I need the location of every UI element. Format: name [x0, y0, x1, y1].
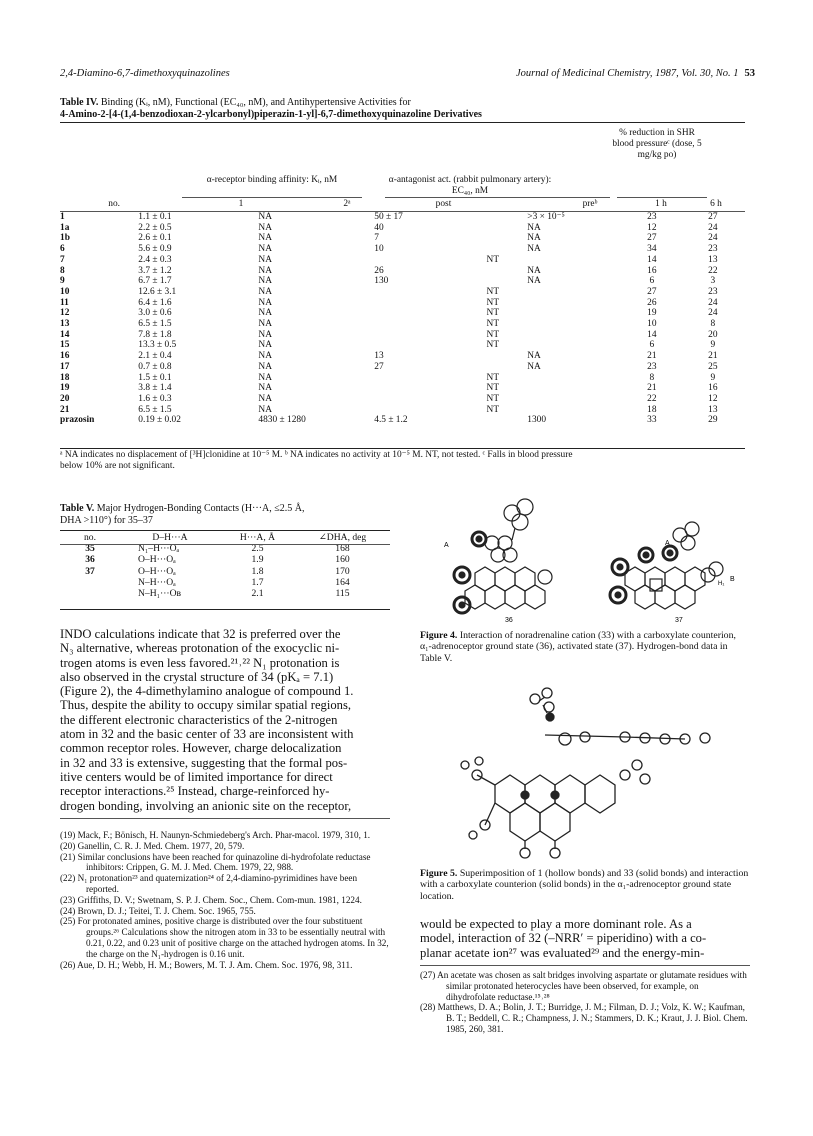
- table4-cell: >3 × 10⁻⁵: [527, 212, 565, 222]
- table4-cell: 21: [647, 351, 657, 362]
- table4-cell: 1: [60, 212, 65, 222]
- table4-cell: 40: [374, 222, 384, 233]
- table4-row: [60, 276, 745, 287]
- body-line: drogen bonding, involving an anionic site on the receptor,: [60, 798, 352, 813]
- table5-cell: 35: [85, 543, 95, 555]
- figure5-caption: [420, 868, 750, 902]
- table4-cell: [462, 223, 523, 234]
- table5-cell: O–H···Oₐ: [138, 565, 176, 577]
- table4-cell: 1a: [60, 222, 70, 233]
- table4-cell: [523, 308, 623, 319]
- figure4-label-37: 37: [675, 617, 683, 624]
- table4-cell: [523, 330, 623, 341]
- col-header-6h: 6 h: [710, 199, 722, 209]
- table4-cell: 3.0 ± 0.6: [138, 308, 172, 319]
- table4-cell: 4.5 ± 1.2: [374, 415, 408, 426]
- figure5-caption-label: Figure 5.: [420, 868, 458, 879]
- table4-cell: 8: [710, 319, 716, 330]
- table4-cell: NA: [258, 361, 272, 372]
- figure4-caption: [420, 630, 750, 664]
- table4-cell: 14: [647, 254, 657, 265]
- table4-cell: 16: [647, 265, 657, 276]
- table4-title-line1: Binding (Kᵢ, nM), Functional (EC₄₀, nM), and Antihypertensive Activities for: [100, 97, 411, 108]
- table4-cell: [523, 319, 623, 330]
- table4-cell: 12: [60, 308, 70, 319]
- table5-cell: 168: [335, 543, 350, 555]
- table4-cell: 5.6 ± 0.9: [138, 244, 172, 255]
- table5-top-rule: [60, 530, 390, 531]
- table5-cell: 1.8: [251, 565, 264, 577]
- running-header-right: [516, 68, 755, 79]
- table4-title-line2: 4-Amino-2-[4-(1,4-benzodioxan-2-ylcarbonyl)piperazin-1-yl]-6,7-dimethoxyquinazoline Derivatives: [60, 109, 482, 120]
- table4-cell: 10: [374, 244, 384, 255]
- body-line: in 32 and 33 is extensive, suggesting that the formal pos-: [60, 755, 348, 770]
- reference-entry: (19) Mack, F.; Bönisch, H. Naunyn-Schmiedeberg's Arch. Phar-macol. 1979, 310, 1.: [60, 830, 371, 840]
- body-line: the different electronic characteristics of the 2-nitrogen: [60, 712, 338, 727]
- table4-cell: 24: [708, 233, 718, 244]
- table4-cell: [359, 405, 462, 416]
- table4-cell: 3.7 ± 1.2: [138, 265, 172, 276]
- table4-cell: NA: [258, 404, 272, 415]
- body-line: (Figure 2), the 4-dimethylamino analogue of compound 1.: [60, 684, 354, 699]
- t5-col-angle: ∠DHA, deg: [318, 532, 367, 543]
- col-header-post: post: [435, 199, 452, 209]
- table4-cell: 10: [647, 319, 657, 330]
- table4-row: [60, 244, 745, 255]
- table5-cell: 170: [335, 565, 350, 577]
- table4-cell: NA: [527, 351, 541, 362]
- table4-cell: NA: [258, 212, 272, 222]
- table4-row: [60, 405, 745, 416]
- table5-header-row: [60, 532, 390, 543]
- figure4-image: [420, 495, 755, 625]
- reference-entry: (22) N₁ protonation²³ and quaternization²⁴ of 2,4-diamino-pyrimidines have been reported.: [60, 873, 358, 894]
- table4-cell: 23: [647, 361, 657, 372]
- table4-cell: 12.6 ± 3.1: [138, 286, 177, 297]
- table4-cell: 7.8 ± 1.8: [138, 329, 172, 340]
- table5-cell: O–H···Oₐ: [138, 554, 176, 566]
- table5-row: [60, 566, 390, 577]
- table4-cell: NA: [527, 265, 541, 276]
- body-line: common receptor roles. However, charge delocalization: [60, 741, 342, 756]
- body-line: model, interaction of 32 (–NRR′ = piperidino) with a co-: [420, 931, 707, 946]
- table4-cell: [359, 373, 462, 384]
- col-header-no: no.: [108, 199, 120, 209]
- table4-cell: NA: [258, 276, 272, 287]
- table5-cell: 2.5: [251, 543, 264, 555]
- table4-cell: 27: [374, 361, 384, 372]
- table4-cell: 22: [708, 265, 718, 276]
- table4-cell: 19: [647, 308, 657, 319]
- table4-cell: 23: [708, 286, 718, 297]
- col-header-2: 2ᵃ: [343, 199, 351, 209]
- table4-cell: 6.7 ± 1.7: [138, 276, 172, 287]
- table4-cell: 2.1 ± 0.4: [138, 351, 172, 362]
- table5-title-line2: DHA >110°) for 35–37: [60, 515, 153, 526]
- table4-cell: 3: [710, 276, 716, 287]
- body-line: itive centers would be of limited importance for direct: [60, 769, 333, 784]
- table4-cell: 10: [60, 286, 70, 297]
- table4-cell: [462, 266, 523, 277]
- table4-cell: [462, 233, 523, 244]
- table5-cell: 164: [335, 576, 350, 588]
- table4-cell: 6.4 ± 1.6: [138, 297, 172, 308]
- table4-cell: [523, 255, 623, 266]
- table4-cell: NA: [258, 319, 272, 330]
- table4-cell: NT: [486, 383, 500, 394]
- table4-cell: 34: [647, 244, 657, 255]
- table4-row: [60, 362, 745, 373]
- table4-cell: NA: [258, 233, 272, 244]
- figure4-label-b: B: [730, 576, 735, 583]
- col-header-1h: 1 h: [655, 199, 667, 209]
- table4-group-antagonist: α-antagonist act. (rabbit pulmonary artery): EC₄₀, nM: [388, 175, 552, 196]
- table4-cell: 8: [60, 265, 65, 276]
- reference-entry: (27) An acetate was chosen as salt bridges involving aspartate or glutamate residues with similar protonated heterocycles have been observed, for example, on dihydrofolate reductase.¹⁵˒²⁸: [420, 970, 747, 1002]
- table4-cell: 24: [708, 308, 718, 319]
- reference-entry: (26) Aue, D. H.; Webb, H. M.; Bowers, M. T. J. Am. Chem. Soc. 1976, 98, 311.: [60, 959, 353, 970]
- table4-cell: 14: [647, 329, 657, 340]
- table4-cell: NA: [258, 244, 272, 255]
- table4-cell: NT: [486, 329, 500, 340]
- table4-cell: 1.5 ± 0.1: [138, 372, 172, 383]
- table4-cell: 21: [60, 404, 70, 415]
- col-header-pre: preᵇ: [582, 199, 598, 209]
- table4-row: [60, 383, 745, 394]
- table4-title: [60, 97, 760, 121]
- body-line: Thus, despite the ability to occupy similar spatial regions,: [60, 698, 351, 713]
- table4-cell: 11: [60, 297, 69, 308]
- right-footnote-rule: [420, 965, 750, 966]
- table4-cell: NT: [486, 319, 500, 330]
- right-references: [420, 970, 750, 1035]
- table4-bottom-rule: [60, 448, 745, 449]
- table4-cell: NA: [258, 286, 272, 297]
- table4-cell: NA: [258, 265, 272, 276]
- table4-cell: 24: [708, 297, 718, 308]
- table4-row: [60, 298, 745, 309]
- table4-label: Table IV.: [60, 97, 99, 108]
- table4-cell: NT: [486, 286, 500, 297]
- table4-cell: NA: [527, 233, 541, 244]
- figure5-superimposed-molecules: [461, 732, 710, 858]
- table5-cell: N–H₁···Oʙ: [138, 588, 182, 600]
- table4-row: [60, 266, 745, 277]
- table4-cell: 4830 ± 1280: [258, 415, 306, 426]
- table5-cell: 115: [335, 588, 350, 600]
- t5-col-no: no.: [84, 532, 96, 543]
- table5-cell: 1.7: [251, 576, 264, 588]
- table4-cell: [359, 394, 462, 405]
- table4-cell: 24: [708, 222, 718, 233]
- table4-cell: 1300: [527, 415, 547, 426]
- table4-cell: 1.6 ± 0.3: [138, 393, 172, 404]
- table4-cell: 3.8 ± 1.4: [138, 383, 172, 394]
- table4-body: [60, 212, 745, 426]
- table4-cell: NT: [486, 372, 500, 383]
- table4-group-rule-1: [182, 197, 362, 198]
- table4-footnote-line2: below 10% are not significant.: [60, 461, 175, 471]
- table4-cell: 14: [60, 329, 70, 340]
- table4-cell: NA: [258, 383, 272, 394]
- table4-cell: NT: [486, 340, 500, 351]
- table5-title-line1: Major Hydrogen-Bonding Contacts (H···A, ≤2.5 Å,: [96, 503, 305, 514]
- table4-cell: [359, 340, 462, 351]
- table4-cell: 0.7 ± 0.8: [138, 361, 172, 372]
- figure5-caption-text: Superimposition of 1 (hollow bonds) and 33 (solid bonds) and interaction with a carboxylate counterion (solid bonds) in the α₁-adrenoceptor ground state location.: [420, 868, 749, 902]
- table4-cell: 2.4 ± 0.3: [138, 254, 172, 265]
- table4-cell: 6.5 ± 1.5: [138, 319, 172, 330]
- table4-cell: [462, 362, 523, 373]
- table4-cell: 15: [60, 340, 70, 351]
- table4-cell: 7: [60, 254, 65, 265]
- table4-cell: [523, 405, 623, 416]
- table4-cell: 33: [647, 415, 657, 426]
- table4-cell: 9: [710, 372, 716, 383]
- figure4-caption-text: Interaction of noradrenaline cation (33) with a carboxylate counterion, α₁-adrenoceptor ground state (36), activated state (37). Hydrogen-bond data in Table V.: [420, 630, 736, 664]
- table4-cell: 27: [647, 233, 657, 244]
- table4-cell: 18: [647, 404, 657, 415]
- table4-cell: 9: [710, 340, 716, 351]
- table4-cell: [359, 308, 462, 319]
- table5-cell: N₁–H···Oₐ: [138, 543, 180, 555]
- figure5-acetate: [530, 688, 554, 721]
- left-references: [60, 830, 390, 970]
- left-body-text: [60, 627, 395, 813]
- table4-cell: 13: [708, 254, 718, 265]
- running-header-left: 2,4-Diamino-6,7-dimethoxyquinazolines: [60, 68, 230, 79]
- table4-cell: 27: [647, 286, 657, 297]
- table4-row: [60, 330, 745, 341]
- table4-cell: 23: [647, 212, 657, 222]
- table4-cell: [359, 255, 462, 266]
- right-body-text: [420, 917, 752, 960]
- table4-cell: NA: [258, 372, 272, 383]
- left-footnote-rule: [60, 818, 390, 819]
- table5-label: Table V.: [60, 503, 95, 514]
- table4-cell: 20: [60, 393, 70, 404]
- table4-cell: 16: [708, 383, 718, 394]
- table4-cell: 25: [708, 361, 718, 372]
- t5-col-dha: D–H···A: [152, 532, 188, 543]
- table5-cell: 37: [85, 565, 95, 577]
- body-line: trogen atoms is even less favored.²¹˒²² N₁ protonation is: [60, 655, 340, 670]
- table4-cell: 130: [374, 276, 389, 287]
- table5-cell: 1.9: [251, 554, 264, 566]
- table5-row: [60, 554, 390, 565]
- table4-row: [60, 319, 745, 330]
- body-line: N₃ alternative, whereas protonation of the exocyclic ni-: [60, 641, 340, 656]
- table5-cell: 36: [85, 554, 95, 566]
- table4-row: [60, 308, 745, 319]
- table4-cell: NT: [486, 308, 500, 319]
- reference-entry: (23) Griffiths, D. V.; Swetnam, S. P. J. Chem. Soc., Chem. Com-mun. 1981, 1224.: [60, 894, 362, 905]
- table4-cell: [359, 298, 462, 309]
- figure4-label-36: 36: [505, 617, 513, 624]
- table4-footnote: [60, 450, 750, 472]
- figure4-label-h1: H₁: [718, 581, 725, 587]
- table5-header-rule: [60, 544, 390, 545]
- table4-cell: NA: [258, 351, 272, 362]
- table4-cell: NA: [527, 222, 541, 233]
- table4-cell: [523, 383, 623, 394]
- table4-group-rule-3: [617, 197, 707, 198]
- reference-entry: (21) Similar conclusions have been reached for quinazoline di-hydrofolate reductase inhibitors: Crippen, G. M. J. Med. Chem. 1979, 22, 988.: [60, 851, 371, 873]
- table4-cell: 26: [374, 265, 384, 276]
- table5-row: [60, 588, 390, 599]
- figure4-label-a1: A: [444, 542, 449, 549]
- table4-cell: NA: [258, 297, 272, 308]
- table5-row: [60, 577, 390, 588]
- body-line: INDO calculations indicate that 32 is preferred over the: [60, 627, 341, 641]
- table4-cell: 9: [60, 276, 65, 287]
- table4-cell: 1.1 ± 0.1: [138, 212, 172, 222]
- table4-cell: 29: [708, 415, 718, 426]
- table4-header-row: [60, 199, 745, 210]
- table4-cell: 17: [60, 361, 70, 372]
- table4-cell: 18: [60, 372, 70, 383]
- t5-col-dist: H···A, Å: [239, 532, 276, 543]
- table5-cell: N–H···Oₐ: [138, 576, 176, 588]
- table4-cell: NA: [258, 340, 272, 351]
- table5-cell: [60, 577, 120, 588]
- table4-cell: 6: [60, 244, 65, 255]
- table4-cell: 1b: [60, 233, 70, 244]
- table4-cell: [462, 415, 523, 426]
- table4-cell: 21: [647, 383, 657, 394]
- table4-cell: [523, 340, 623, 351]
- table4-cell: 8: [649, 372, 655, 383]
- table4-cell: [462, 276, 523, 287]
- table4-cell: NT: [486, 297, 500, 308]
- table4-cell: 0.19 ± 0.02: [138, 415, 181, 426]
- table5-title: [60, 503, 400, 527]
- body-line: receptor interactions.²⁵ Instead, charge-reinforced hy-: [60, 784, 330, 799]
- table4-cell: NA: [258, 393, 272, 404]
- journal-citation: Journal of Medicinal Chemistry, 1987, Vol. 30, No. 1: [515, 68, 739, 79]
- table4-cell: 2.6 ± 0.1: [138, 233, 172, 244]
- table4-cell: 22: [647, 393, 657, 404]
- table4-cell: 13: [60, 319, 70, 330]
- table4-cell: 27: [708, 212, 718, 222]
- page-number: 53: [744, 68, 755, 79]
- table4-group-binding: α-receptor binding affinity: Kᵢ, nM: [206, 175, 338, 185]
- table4-cell: 13: [708, 404, 718, 415]
- table4-cell: 26: [647, 297, 657, 308]
- table4-cell: [523, 373, 623, 384]
- body-line: also observed in the crystal structure of 34 (pKₐ = 7.1): [60, 669, 334, 684]
- table4-row: [60, 287, 745, 298]
- table4-cell: [359, 319, 462, 330]
- table5-cell: 2.1: [251, 588, 264, 600]
- table4-cell: NT: [486, 393, 500, 404]
- table4-cell: NA: [258, 308, 272, 319]
- table4-row: [60, 415, 745, 426]
- table4-row: [60, 212, 745, 223]
- table4-cell: [523, 394, 623, 405]
- table4-cell: NA: [258, 222, 272, 233]
- reference-entry: (25) For protonated amines, positive charge is distributed over the four substituent groups.²⁶ Calculations show the nitrogen atom in 33 to be essentially neutral with 0.21, 0.22, and 0.23 unit of positive charge on the attached hydrogen atoms. In 32, the charge on the N₁-hydrogen is 0.16 unit.: [60, 916, 389, 959]
- body-line: would be expected to play a more dominant role. As a: [420, 917, 692, 931]
- table4-row: [60, 233, 745, 244]
- table4-cell: NT: [486, 254, 500, 265]
- table4-cell: [462, 351, 523, 362]
- figure4-molecule-37: [610, 522, 723, 609]
- table4-cell: [462, 212, 523, 223]
- table4-cell: 12: [708, 393, 718, 404]
- table4-cell: [523, 287, 623, 298]
- table4-cell: 13: [374, 351, 384, 362]
- table4-cell: 6.5 ± 1.5: [138, 404, 172, 415]
- table4-cell: 6: [649, 276, 655, 287]
- figure4-molecule-36: [454, 499, 552, 613]
- table4-row: [60, 255, 745, 266]
- reference-entry: (24) Brown, D. J.; Teitei, T. J. Chem. Soc. 1965, 755.: [60, 905, 256, 916]
- table4-row: [60, 223, 745, 234]
- table4-cell: [523, 298, 623, 309]
- table4-group-rule-2: [385, 197, 610, 198]
- table4-cell: NA: [527, 244, 541, 255]
- table4-cell: 21: [708, 351, 718, 362]
- table4-cell: [462, 244, 523, 255]
- table4-cell: NA: [258, 329, 272, 340]
- table4-row: [60, 373, 745, 384]
- table5-bottom-rule: [60, 609, 390, 610]
- reference-entry: (28) Matthews, D. A.; Bolin, J. T.; Burridge, J. M.; Filman, D. J.; Volz, K. W.; Kaufman, B. T.; Beddell, C. R.; Champness, J. N.; Stammers, D. K.; Kraut, J. J. Biol. Chem. 1985, 260, 381.: [420, 1002, 748, 1034]
- table4-cell: 7: [374, 233, 379, 244]
- table4-row: [60, 394, 745, 405]
- table4-cell: NA: [527, 276, 541, 287]
- table5-cell: [60, 588, 120, 599]
- table4-cell: NT: [486, 404, 500, 415]
- table4-top-rule: [60, 122, 745, 123]
- table4-cell: 6: [649, 340, 655, 351]
- table4-cell: 23: [708, 244, 718, 255]
- table4-cell: [359, 287, 462, 298]
- col-header-1: 1: [238, 199, 244, 209]
- table4-cell: prazosin: [60, 415, 95, 426]
- figure5-image: [425, 675, 750, 865]
- reference-entry: (20) Ganellin, C. R. J. Med. Chem. 1977, 20, 579.: [60, 840, 245, 851]
- table4-row: [60, 340, 745, 351]
- table4-cell: 50 ± 17: [374, 212, 403, 222]
- table5-cell: 160: [335, 554, 350, 566]
- table4-cell: 12: [647, 222, 657, 233]
- table4-cell: 19: [60, 383, 70, 394]
- table4-cell: 20: [708, 329, 718, 340]
- figure4-label-a2: A: [665, 540, 670, 547]
- table4-cell: 2.2 ± 0.5: [138, 222, 172, 233]
- body-line: atom in 32 and the basic center of 33 are inconsistent with: [60, 727, 354, 742]
- table4-cell: [359, 383, 462, 394]
- table4-cell: 16: [60, 351, 70, 362]
- table4-row: [60, 351, 745, 362]
- table4-footnote-line1: ᵃ NA indicates no displacement of [³H]clonidine at 10⁻⁵ M. ᵇ NA indicates no activity at 10⁻⁵ M. NT, not tested. ᶜ Falls in blood pressure: [60, 450, 573, 460]
- figure4-caption-label: Figure 4.: [420, 630, 458, 641]
- table5: [60, 532, 390, 599]
- table4-cell: NA: [258, 254, 272, 265]
- table4-cell: [359, 330, 462, 341]
- table4-cell: NA: [527, 361, 541, 372]
- table4-group-reduction: % reduction in SHR blood pressureᶜ (dose, 5 mg/kg po): [612, 128, 702, 160]
- table4-cell: 13.3 ± 0.5: [138, 340, 177, 351]
- body-line: planar acetate ion²⁷ was evaluated²⁹ and the energy-min-: [420, 945, 705, 960]
